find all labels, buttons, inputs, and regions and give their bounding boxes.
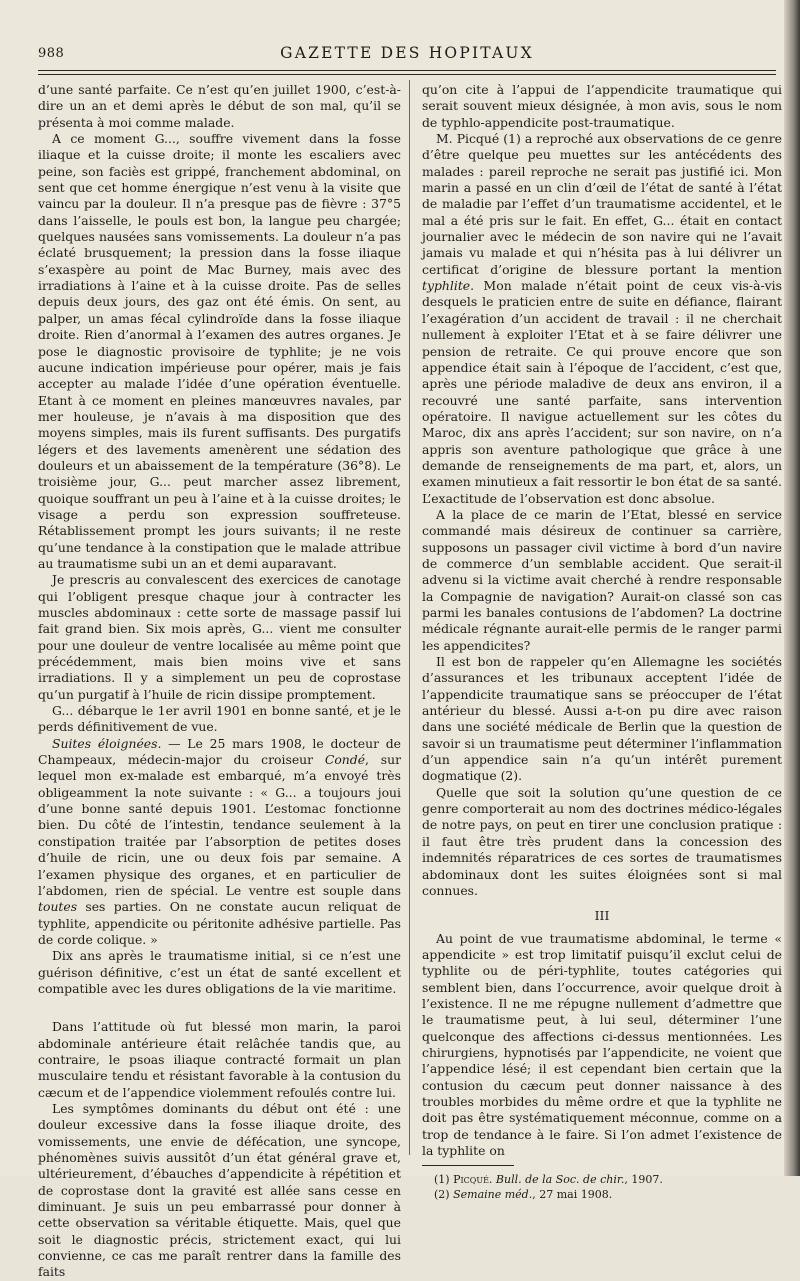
footnote-author: Picqué. — [453, 1173, 493, 1187]
paragraph: A la place de ce marin de l’Etat, blessé en service commandé mais désireux de continuer sa carrière, supposons un passager civil victime à bord d’un navire de commerce d’un semblable accident. Que serait-il advenu si la victime avait cherché à rendre responsable la Compagnie de navigation? Aurait-on classé son cas parmi les banales contusions de l’abdomen? La doctrine médicale régnante aurait-elle permis de le ranger parmi les appendicites? — [422, 506, 782, 653]
paragraph: Dix ans après le traumatisme initial, si ce n’est une guérison définitive, c’est un état de santé excellent et compatible avec les dures obligations de la vie maritime. — [38, 948, 401, 996]
paragraph: G... débarque le 1er avril 1901 en bonne santé, et je le perds définitivement de vue. — [38, 703, 401, 735]
footnotes — [422, 1172, 782, 1202]
footnote-1 — [422, 1172, 782, 1187]
text-run: M. Picqué (1) a reproché aux observations de ce genre d’être quelque peu muettes sur les antécédents des malades : pareil reproche ne serait pas justifié ici. Mon marin a passé en un clin d’œil de l’état de santé à l’état de maladie par l’effet d’un traumatisme accidentel, et le mal a été pris sur le fait. En effet, G... était en contact journalier avec le médecin de son navire qui ne l’avait jamais vu malade et qui n’hésita pas à lui délivrer un certificat d’origine de blessure portant la mention — [422, 131, 782, 277]
paragraph: Les symptômes dominants du début ont été : une douleur excessive dans la fosse iliaque droite, des vomissements, une envie de défécation, une syncope, phénomènes suivis aussitôt d’un état général grave et, ultérieurement, d’ébauches d’appendicite à répétition et de coprostase dont la gravité est allée sans cesse en diminuant. Je suis un peu embarrassé pour donner à cette observation sa véritable étiquette. Mais, quel que soit le diagnostic précis, strictement exact, qui lui convienne, ce cas me paraît rentrer dans la famille des faits — [38, 1100, 401, 1280]
left-column — [38, 82, 401, 1281]
right-column — [422, 82, 782, 1202]
column-divider — [409, 80, 410, 1155]
paragraph: Au point de vue traumatisme abdominal, le terme « appendicite » est trop limitatif puisqu’il exclut celui de typhlite ou de péri-typhlite, toutes catégories qui semblent bien, dans l’occurrence, avoir quelque droit à l’existence. Il ne me répugne nullement d’admettre que le traumatisme peut, à lui seul, déterminer l’une quelconque des affections ci-dessus mentionnées. Les chirurgiens, hypnotisés par l’appendicite, ne voient que l’appendice lésé; il est cependant bien certain que la contusion du cæcum peut donner naissance à des troubles morbides du même ordre et que la typhlite ne doit pas être systématiquement méconnue, comme on a trop de tendance à le faire. Si l’on admet l’existence de la typhlite on — [422, 930, 782, 1158]
paragraph: Je prescris au convalescent des exercices de canotage qui l’obligent presque chaque jour à contracter les muscles abdominaux : cette sorte de massage passif lui fait grand bien. Six mois après, G... vient me consulter pour une douleur de ventre localisée au même point que précédemment, mais bien moins vive et sans irradiations. Il y a simplement un peu de coprostase qu’un purgatif à l’huile de ricin dissipe promptement. — [38, 572, 401, 702]
subheading-italic: Suites éloignées. — [52, 735, 162, 751]
book-spine-shadow — [784, 0, 800, 1176]
emphasis: toutes — [38, 899, 78, 915]
text-run: , sur lequel mon ex-malade est embarqué, m’a envoyé très obligeamment la note suivante : « G... a toujours joui d’une bonne santé depuis 1901. L’estomac fonctionne bien. Du côté de l’intestin, tendance seulement à la constipation traitée par l’absorption de petites doses d’huile de ricin, une ou deux fois par semaine. A l’examen physique des organes, et en particulier de l’abdomen, rien de spécial. Le ventre est souple dans — [38, 752, 402, 898]
text-run: — Le 25 mars 1908, le docteur de Champeaux, médecin-major du croiseur — [38, 735, 401, 768]
paragraph: Dans l’attitude où fut blessé mon marin, la paroi abdominale antérieure était relâchée tandis que, au contraire, le psoas iliaque contracté formait un plan musculaire tendu et résistant favorable à la contusion du cæcum et de l’appendice violemment refoulés contre lui. — [38, 1019, 401, 1100]
page-header — [38, 44, 776, 68]
header-rule-thin — [38, 74, 776, 75]
emphasis: typhlite — [422, 278, 471, 294]
paragraph: A ce moment G..., souffre vivement dans la fosse iliaque et la cuisse droite; il monte les escaliers avec peine, son faciès est grippé, franchement abdominal, on sent que cet homme énergique n’est venu à la visite que vaincu par la douleur. Il n’a presque pas de fièvre : 37°5 dans l’aisselle, le pouls est bon, la langue peu chargée; quelques nausées sans vomissements. La douleur n’a pas éclaté brusquement; la pression dans la fosse iliaque s’exaspère au point de Mac Burney, mais avec des irradiations à l’aine et à la cuisse droite. Pas de selles depuis deux jours, des gaz ont été émis. On sent, au palper, un amas fécal cylindroïde dans la fosse iliaque droite. Rien d’anormal à l’examen des autres organes. Je pose le diagnostic provisoire de typhlite; je ne vois aucune indication impérieuse pour opérer, mais je fais accepter au malade l’idée d’une opération éventuelle. Etant à ce moment en pleines manœuvres navales, par mer houleuse, je n’avais à ma disposition que des moyens simples, mais ils furent suffisants. Des purgatifs légers et des lavements amenèrent une sédation des douleurs et un abaissement de la température (36°8). Le troisième jour, G... peut marcher assez librement, quoique souffrant un peu à l’aine et à la cuisse droites; le visage a perdu son expression souffreteuse. Rétablissement prompt les jours suivants; il ne reste qu’une tendance à la constipation que le malade attribue au traumatisme subi un an et demi auparavant. — [38, 131, 401, 571]
footnote-date: , 27 mai 1908. — [532, 1188, 613, 1202]
ship-name: Condé — [324, 752, 366, 768]
text-run: . Mon malade n’était point de ceux vis-à-vis desquels le praticien entre de suite en défiance, flairant l’exagération d’un accident de travail : il ne cherchait nullement à exploiter l’Etat et à se faire délivrer une pension de retraite. Ce qui prouve encore que son appendice était sain à l’époque de l’accident, c’est que, après une période maladive de deux ans environ, il a recouvré une santé parfaite, sans intervention opératoire. Il navigue actuellement sur les côtes du Maroc, dix ans après l’accident; sur son navire, on n’a appris son aventure pathologique que grâce à une demande de renseignements de ma part, et, alors, un examen minutieux a fait ressortir le bon état de sa santé. L’exactitude de l’observation est donc absolue. — [422, 278, 782, 506]
paragraph: Il est bon de rappeler qu’en Allemagne les sociétés d’assurances et les tribunaux acceptent l’idée de l’appendicite traumatique sans se préoccuper de l’état antérieur du blessé. Aussi a-t-on pu dire avec raison dans une société médicale de Berlin que la question de savoir si un traumatisme peut déterminer l’inflammation d’un appendice sain n’a qu’un intérêt purement dogmatique (2). — [422, 654, 782, 784]
footnote-2 — [422, 1187, 782, 1202]
running-title: GAZETTE DES HOPITAUX — [280, 44, 534, 62]
paragraph-suites-eloignees — [38, 736, 401, 948]
footnote-journal: Semaine méd. — [453, 1188, 533, 1202]
section-number: III — [594, 908, 610, 924]
footnote-number: (1) — [434, 1173, 450, 1187]
paragraph — [422, 131, 782, 507]
paragraph: Quelle que soit la solution qu’une question de ce genre comporterait au nom des doctrines médico-légales de notre pays, on peut en tirer une conclusion pratique : il faut être très prudent dans la concession des indemnités réparatrices de ces sortes de traumatismes abdominaux dont les suites éloignées sont si mal connues. — [422, 784, 782, 898]
footnote-rule — [422, 1165, 514, 1166]
footnote-number: (2) — [434, 1188, 450, 1202]
footnote-date: , 1907. — [624, 1173, 663, 1187]
footnote-journal: Bull. de la Soc. de chir. — [495, 1173, 625, 1187]
page-number: 988 — [38, 46, 65, 61]
paragraph: qu’on cite à l’appui de l’appendicite traumatique qui serait souvent mieux désignée, à mon avis, sous le nom de typhlo-appendicite post-traumatique. — [422, 82, 782, 130]
header-rule-thick — [38, 70, 776, 71]
text-run: ses parties. On ne constate aucun reliquat de typhlite, appendicite ou péritonite adhésive partielle. Pas de corde colique. » — [38, 899, 401, 947]
paragraph: d’une santé parfaite. Ce n’est qu’en juillet 1900, c’est-à-dire un an et demi après le début de son mal, qu’il se présenta à moi comme malade. — [38, 82, 401, 130]
